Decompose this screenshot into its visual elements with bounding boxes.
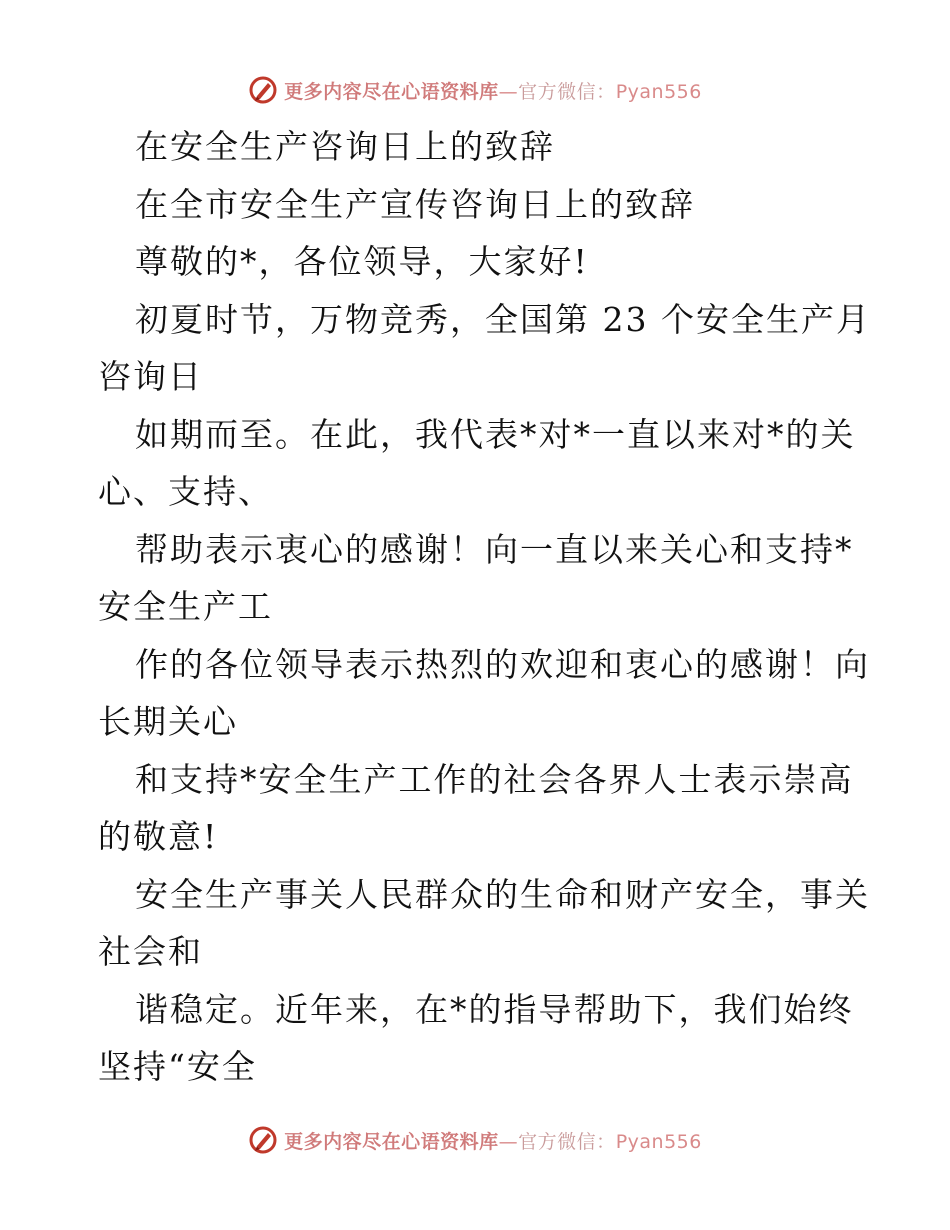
paragraph-line: 如期而至。在此，我代表*对*一直以来对*的关 (135, 414, 856, 454)
pen-logo-icon (248, 1125, 278, 1155)
document-body (98, 118, 871, 1096)
paragraph-line: 和支持*安全生产工作的社会各界人士表示崇高 (135, 759, 854, 799)
paragraph-line: 在安全生产咨询日上的致辞 (135, 127, 555, 166)
footer-banner (0, 1120, 950, 1160)
banner-site-text: 更多内容尽在心语资料库 (284, 80, 499, 103)
banner-dash: — (498, 1130, 519, 1153)
paragraph-line: 坚持“安全 (98, 1047, 257, 1086)
paragraph-line: 谐稳定。近年来，在*的指导帮助下，我们始终 (135, 989, 854, 1029)
paragraph-line: 在全市安全生产宣传咨询日上的致辞 (135, 184, 695, 224)
banner-wechat-label: 官方微信： (518, 80, 616, 103)
paragraph-line: 安全生产工 (98, 587, 273, 626)
banner-site-text: 更多内容尽在心语资料库 (284, 1130, 499, 1153)
paragraph-line: 安全生产事关人民群众的生命和财产安全，事关 (135, 874, 870, 914)
paragraph-line: 初夏时节，万物竞秀，全国第 23 个安全生产月 (135, 299, 871, 339)
paragraph-line: 作的各位领导表示热烈的欢迎和衷心的感谢！向 (135, 644, 870, 684)
paragraph-line: 帮助表示衷心的感谢！向一直以来关心和支持* (135, 529, 854, 569)
paragraph-line: 咨询日 (98, 357, 203, 396)
paragraph-line: 心、支持、 (98, 472, 273, 511)
banner-wechat-id: Pyan556 (615, 1130, 702, 1153)
pen-logo-icon (248, 75, 278, 105)
paragraph-line: 尊敬的*，各位领导，大家好! (135, 242, 589, 281)
banner-text (284, 1127, 702, 1154)
paragraph-line: 的敬意! (98, 817, 219, 856)
banner-dash: — (498, 80, 519, 103)
banner-wechat-id: Pyan556 (615, 80, 702, 103)
banner-text (284, 77, 702, 104)
paragraph-line: 长期关心 (98, 702, 238, 741)
banner-wechat-label: 官方微信： (518, 1130, 616, 1153)
header-banner (0, 70, 950, 110)
paragraph-line: 社会和 (98, 932, 203, 971)
